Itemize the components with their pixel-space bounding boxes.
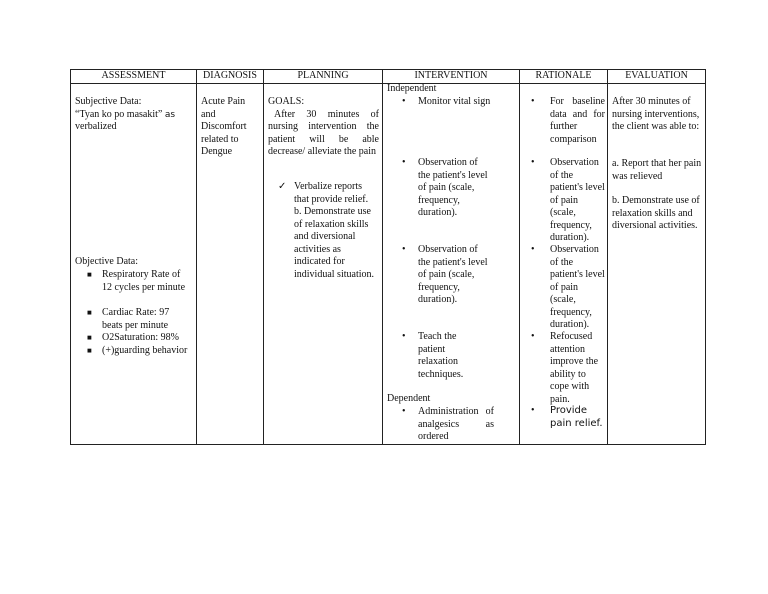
bullet-icon: • bbox=[531, 157, 535, 168]
header-diagnosis: DIAGNOSIS bbox=[197, 70, 264, 84]
bullet-icon: • bbox=[531, 244, 535, 255]
bullet-icon: • bbox=[402, 96, 406, 107]
dependent-label: Dependent bbox=[387, 393, 431, 404]
rationale-cell: • For baseline data and for further comparison • Observation of the patient's level of pain (scale, frequency, duration). • Observation of the patient's level of pain (scale, frequency, duration). • Refocused attention improve the ability to cope with pain. • Provide pain relief. bbox=[520, 84, 608, 445]
square-bullet-icon: ■ bbox=[87, 308, 92, 317]
objective-item: ■ Respiratory Rate of 12 cycles per minute bbox=[87, 269, 186, 293]
square-bullet-icon: ■ bbox=[87, 270, 92, 279]
diagnosis-text: Acute Pain and Discomfort related to Dengue bbox=[201, 96, 247, 157]
independent-label: Independent bbox=[387, 83, 437, 94]
objective-list bbox=[71, 269, 195, 370]
goals-label: GOALS: bbox=[268, 96, 305, 107]
objective-item: ■ Cardiac Rate: 97 beats per minute bbox=[87, 307, 170, 331]
intervention-cell: Independent • Monitor vital sign • Observation of the patient's level of pain (scale, frequency, duration). • Observation of the patient's level of pain (scale, frequency, duration). • Teach the patient relaxation techniques. Dependent • Administration of analgesics as ordered bbox=[383, 84, 520, 445]
bullet-icon: • bbox=[402, 157, 406, 168]
bullet-icon: • bbox=[531, 96, 535, 107]
header-row bbox=[71, 70, 706, 84]
square-bullet-icon: ■ bbox=[87, 333, 92, 342]
subjective-quote-line bbox=[75, 109, 193, 122]
subjective-label: Subjective Data: bbox=[75, 96, 142, 107]
square-bullet-icon: ■ bbox=[87, 346, 92, 355]
planning-b-item: b. Demonstrate use of relaxation skills and diversional activities as indicated for individual situation. bbox=[294, 206, 374, 280]
header-rationale: RATIONALE bbox=[520, 70, 608, 84]
evaluation-cell bbox=[608, 84, 706, 445]
evaluation-b: b. Demonstrate use of relaxation skills and diversional activities. bbox=[612, 195, 700, 231]
objective-item: ■ (+)guarding behavior bbox=[87, 345, 188, 356]
assessment-cell bbox=[71, 84, 197, 445]
header-planning: PLANNING bbox=[264, 70, 383, 84]
subjective-quote: “Tyan ko po masakit” bbox=[75, 108, 163, 120]
content-row bbox=[71, 84, 706, 445]
objective-label: Objective Data: bbox=[75, 256, 139, 267]
planning-check-item: Verbalize reports that provide relief. bbox=[294, 181, 369, 205]
header-evaluation: EVALUATION bbox=[608, 70, 706, 84]
goal-text: After 30 minutes of nursing intervention the patient will be able decrease/ alleviate the pain bbox=[268, 108, 379, 157]
header-intervention: INTERVENTION bbox=[383, 70, 520, 84]
evaluation-a: a. Report that her pain was relieved bbox=[612, 158, 702, 182]
bullet-icon: • bbox=[402, 331, 406, 342]
bullet-icon: • bbox=[402, 244, 406, 255]
checkmark-icon: ✓ bbox=[278, 181, 287, 192]
bullet-icon: • bbox=[531, 331, 535, 342]
as-word: as bbox=[164, 109, 176, 120]
nursing-care-plan-table bbox=[70, 69, 706, 445]
bullet-icon: • bbox=[402, 406, 406, 417]
bullet-icon: • bbox=[531, 405, 535, 416]
diagnosis-cell bbox=[197, 84, 264, 445]
objective-item: ■ O2Saturation: 98% bbox=[87, 332, 179, 343]
header-assessment: ASSESSMENT bbox=[71, 70, 197, 84]
evaluation-intro: After 30 minutes of nursing interventions, the client was able to: bbox=[612, 96, 700, 132]
verbalized-text: verbalized bbox=[75, 121, 117, 132]
planning-cell bbox=[264, 84, 383, 445]
